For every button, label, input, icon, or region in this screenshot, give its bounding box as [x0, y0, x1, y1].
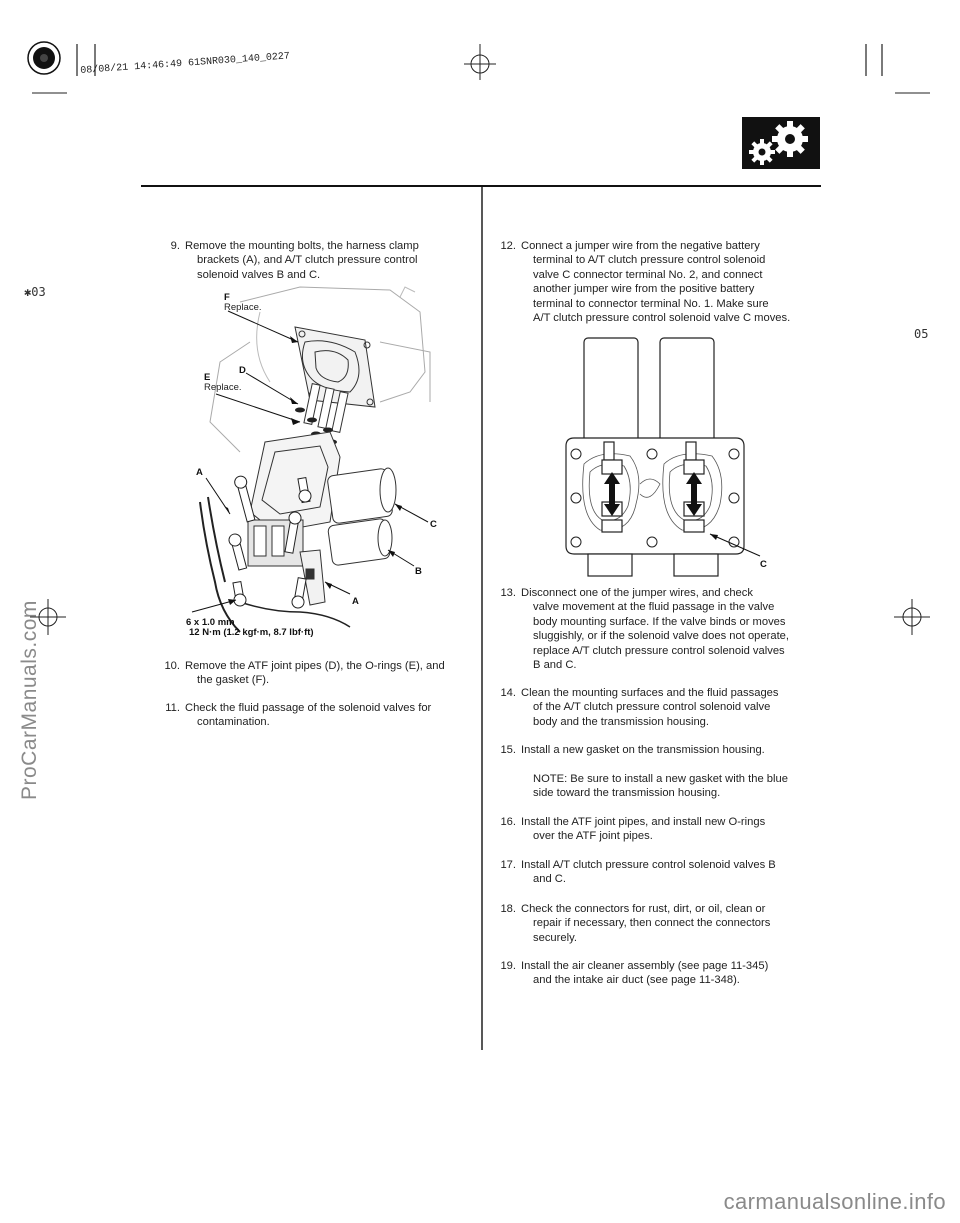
step-text: Remove the mounting bolts, the harness clamp brackets (A), and A/T clutch pressure control solenoid valves B and C. [185, 240, 419, 281]
label-A-bottom: A [352, 596, 359, 607]
step-number: 9. [170, 240, 180, 252]
label-E: E [204, 372, 211, 383]
figure-solenoid-removal [180, 282, 450, 637]
crosshair-top-icon [464, 44, 496, 80]
step-number: 19. [500, 960, 516, 972]
watermark-carmanualsonline: carmanualsonline.info [723, 1189, 946, 1214]
crosshair-right-icon [894, 599, 930, 635]
figure-solenoid-test [560, 334, 780, 584]
label-F-note: Replace. [224, 302, 262, 313]
step-number: 16. [500, 816, 516, 828]
step-number: 17. [500, 859, 516, 871]
step-text: Clean the mounting surfaces and the fluid passages of the A/T clutch pressure control solenoid valve body and the transmission housing. [521, 687, 779, 728]
label-F: F [224, 292, 230, 303]
note-text: NOTE: Be sure to install a new gasket with the blue side toward the transmission housing. [533, 773, 788, 800]
step-text: Install the ATF joint pipes, and install new O-rings over the ATF joint pipes. [521, 816, 766, 843]
step-number: 10. [164, 660, 180, 672]
label-E-note: Replace. [204, 382, 242, 393]
side-mark-right: 05 [914, 327, 929, 341]
registration-target-icon [28, 42, 60, 74]
watermark-procarmanuals: ProCarManuals.com [18, 600, 41, 800]
label-B: B [415, 566, 422, 577]
step-number: 11. [165, 702, 180, 714]
label-A-top: A [196, 467, 203, 478]
step-text: Install the air cleaner assembly (see page 11-345) and the intake air duct (see page 11-348). [521, 960, 769, 987]
step-text: Install A/T clutch pressure control solenoid valves B and C. [521, 859, 776, 886]
step-text: Check the fluid passage of the solenoid valves for contamination. [185, 702, 432, 729]
step-text: Install a new gasket on the transmission housing. [521, 744, 765, 756]
label-D: D [239, 365, 246, 376]
side-mark-left: ✱03 [24, 285, 46, 299]
step-text: Connect a jumper wire from the negative battery terminal to A/T clutch pressure control solenoid valve C connector terminal No. 2, and connect another jumper wire from the positive battery terminal to connector terminal No. 1. Make sure A/T clutch pressure control solenoid valve C moves. [521, 240, 791, 325]
step-text: Disconnect one of the jumper wires, and check valve movement at the fluid passage in the valve body mounting surface. If the valve binds or moves sluggishly, or if the solenoid valve does not operate, replace A/T clutch pressure control solenoid valves B and C. [521, 587, 790, 672]
step-number: 14. [500, 687, 516, 699]
step-text: Remove the ATF joint pipes (D), the O-rings (E), and the gasket (F). [185, 660, 445, 687]
spec-torque: 12 N·m (1.2 kgf·m, 8.7 lbf·ft) [189, 627, 314, 638]
step-number: 18. [500, 903, 516, 915]
step-number: 12. [500, 240, 516, 252]
step-number: 15. [500, 744, 516, 756]
gears-section-icon [742, 117, 820, 169]
label-C-figure2: C [760, 559, 767, 570]
step-number: 13. [500, 587, 516, 599]
label-C: C [430, 519, 437, 530]
step-text: Check the connectors for rust, dirt, or oil, clean or repair if necessary, then connect the connectors securely. [521, 903, 771, 944]
print-stamp: 08/08/21 14:46:49 61SNR030_140_0227 [80, 51, 291, 77]
spec-bolt-size: 6 x 1.0 mm [186, 617, 235, 628]
